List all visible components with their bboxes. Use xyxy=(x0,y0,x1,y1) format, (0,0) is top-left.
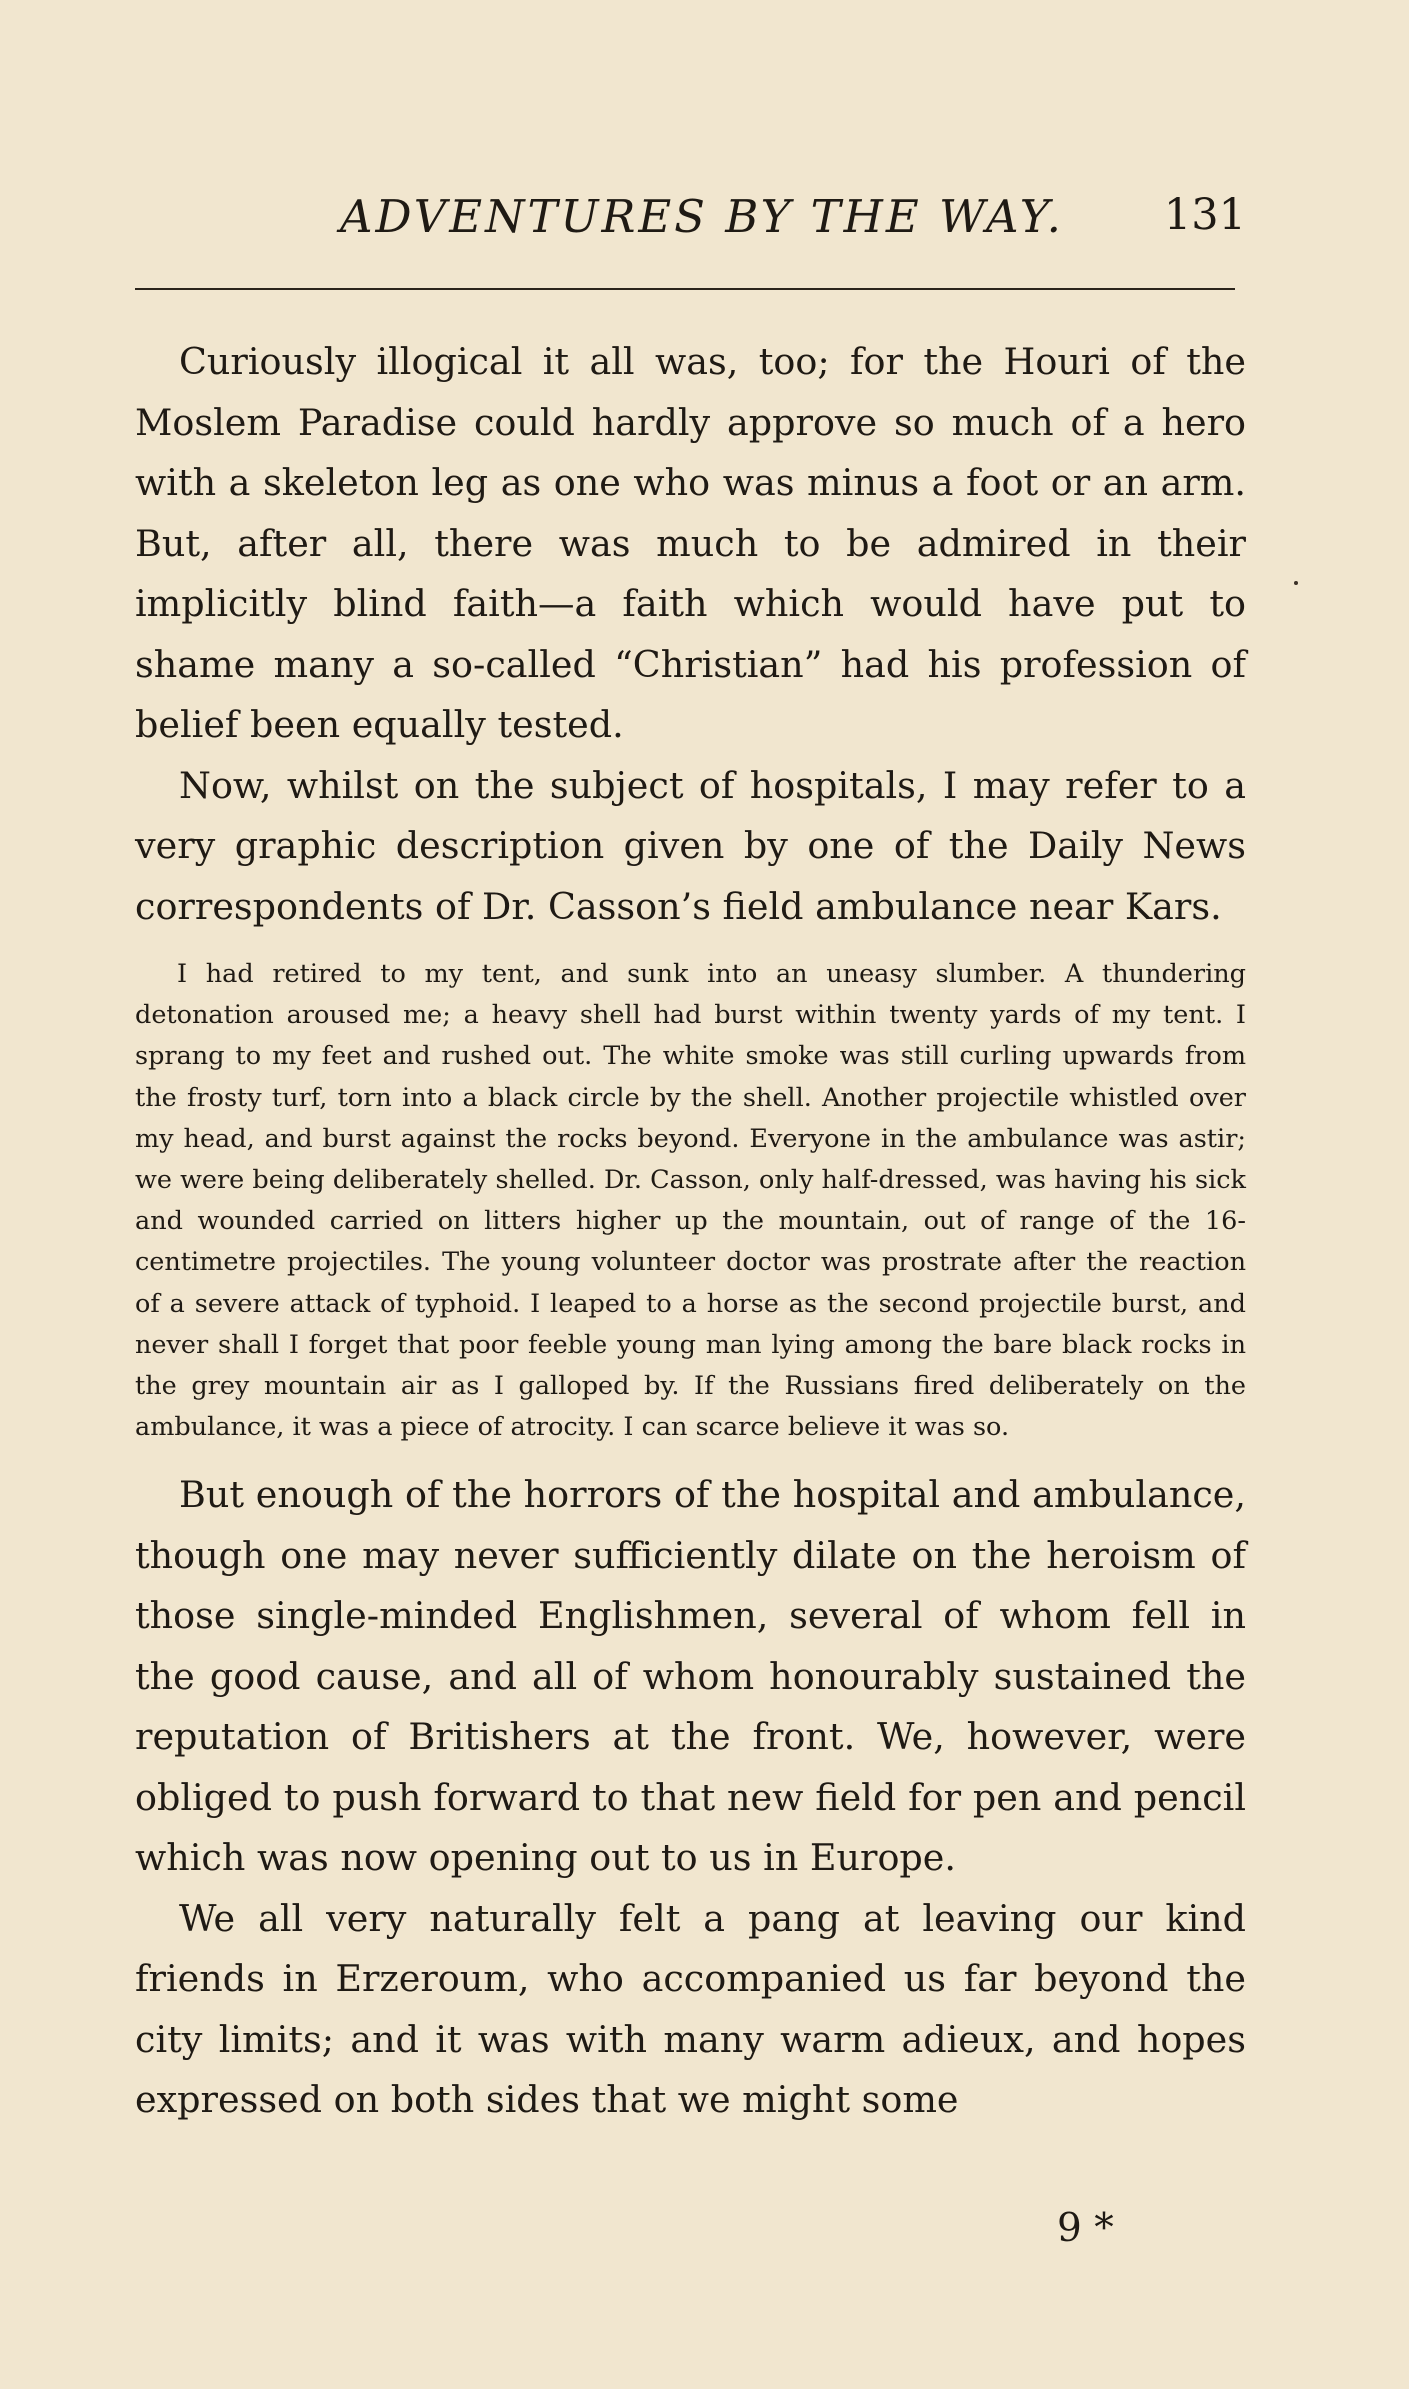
header-rule xyxy=(135,288,1235,290)
block-quote: I had retired to my tent, and sunk into an uneasy slumber. A thundering detonation aroused me; a heavy shell had burst within twenty yards of my tent. I sprang to my feet and rushed out. The white smoke was still curling upwards from the frosty turf, torn into a black circle by the shell. Another projectile whistled over my head, and burst against the rocks beyond. Everyone in the ambulance was astir; we were being deliberately shelled. Dr. Casson, only half-dressed, was having his sick and wounded carried on litters higher up the mountain, out of range of the 16-centimetre projectiles. The young volunteer doctor was prostrate after the reaction of a severe attack of typhoid. I leaped to a horse as the second projectile burst, and never shall I forget that poor feeble young man lying among the bare black rocks in the grey mountain air as I galloped by. If the Russians fired deliberately on the ambulance, it was a piece of atrocity. I can scarce believe it was so. xyxy=(135,959,1246,1443)
running-title: ADVENTURES BY THE WAY. xyxy=(340,190,1064,243)
page-number: 131 xyxy=(1163,190,1246,240)
page-speck xyxy=(1294,581,1298,585)
paragraph-4: We all very naturally felt a pang at leaving our kind friends in Erzeroum, who accompanied us far beyond the city limits; and it was with many warm adieux, and hopes expressed on both sides that we might some xyxy=(135,1896,1246,2122)
paragraph-1: Curiously illogical it all was, too; for the Houri of the Moslem Paradise could hardly approve so much of a hero with a skeleton leg as one who was minus a foot or an arm. But, after all, there was much to be admired in their implicitly blind faith—a faith which would have put to shame many a so-called “Christian” had his profession of belief been equally tested. xyxy=(135,340,1246,746)
paragraph-3: But enough of the horrors of the hospital and ambulance, though one may never sufficiently dilate on the heroism of those single-minded Englishmen, several of whom fell in the good cause, and all of whom honourably sustained the reputation of Britishers at the front. We, however, were obliged to push forward to that new field for pen and pencil which was now opening out to us in Europe. xyxy=(135,1473,1246,1880)
page-header xyxy=(135,190,1246,260)
signature-mark: 9 * xyxy=(1057,2206,1114,2251)
body-text xyxy=(135,332,1246,2131)
paragraph-2: Now, whilst on the subject of hospitals, I may refer to a very graphic description given by one of the Daily News correspondents of Dr. Casson’s field ambulance near Kars. xyxy=(135,763,1246,928)
